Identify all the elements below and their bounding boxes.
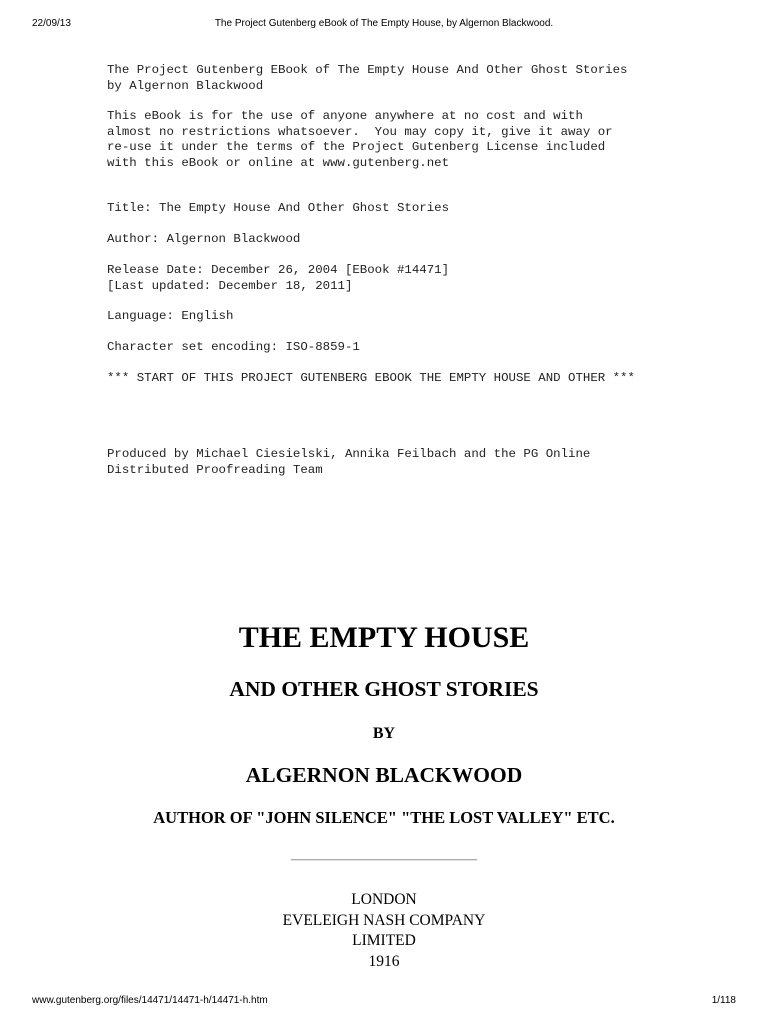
language-field: Language: English: [107, 309, 234, 323]
start-marker: *** START OF THIS PROJECT GUTENBERG EBOOK THE EMPTY HOUSE AND OTHER ***: [107, 371, 635, 385]
page-counter: 1/118: [711, 995, 736, 1006]
ebook-title-line-1: The Project Gutenberg EBook of The Empty House And Other Ghost Stories: [107, 63, 628, 77]
license-line-1: This eBook is for the use of anyone anywhere at no cost and with: [107, 109, 583, 123]
license-line-2: almost no restrictions whatsoever. You may copy it, give it away or: [107, 124, 613, 139]
print-page-title: The Project Gutenberg eBook of The Empty House, by Algernon Blackwood.: [214, 18, 554, 29]
title-field: Title: The Empty House And Other Ghost Stories: [107, 201, 450, 215]
license-line-3: re-use it under the terms of the Project Gutenberg License included: [107, 140, 606, 155]
book-title: THE EMPTY HOUSE: [238, 621, 530, 654]
author-credit: AUTHOR OF "JOHN SILENCE" "THE LOST VALLEY" ETC.: [153, 808, 615, 827]
book-subtitle: AND OTHER GHOST STORIES: [229, 677, 539, 701]
author-field: Author: Algernon Blackwood: [107, 232, 301, 246]
ebook-title-line-2: by Algernon Blackwood: [107, 78, 264, 93]
imprint-year: 1916: [368, 952, 400, 970]
print-url: www.gutenberg.org/files/14471/14471-h/14471-h.htm: [32, 995, 268, 1006]
print-header: [0, 18, 768, 32]
producer-line-1: Produced by Michael Ciesielski, Annika Feilbach and the PG Online: [107, 447, 591, 461]
print-date: 22/09/13: [32, 18, 71, 29]
last-updated-field: [Last updated: December 18, 2011]: [107, 278, 353, 293]
encoding-field: Character set encoding: ISO-8859-1: [107, 340, 360, 354]
by-line: BY: [372, 725, 396, 742]
imprint-city: LONDON: [351, 891, 417, 908]
imprint-publisher: EVELEIGH NASH COMPANY: [282, 911, 486, 929]
release-date-field: Release Date: December 26, 2004 [EBook #14471]: [107, 263, 450, 277]
horizontal-rule: [291, 859, 477, 861]
license-line-4: with this eBook or online at www.gutenberg.net: [107, 155, 450, 170]
print-footer: [0, 995, 768, 1009]
producer-line-2: Distributed Proofreading Team: [107, 462, 323, 477]
imprint-limited: LIMITED: [352, 932, 416, 949]
book-author: ALGERNON BLACKWOOD: [245, 763, 523, 787]
